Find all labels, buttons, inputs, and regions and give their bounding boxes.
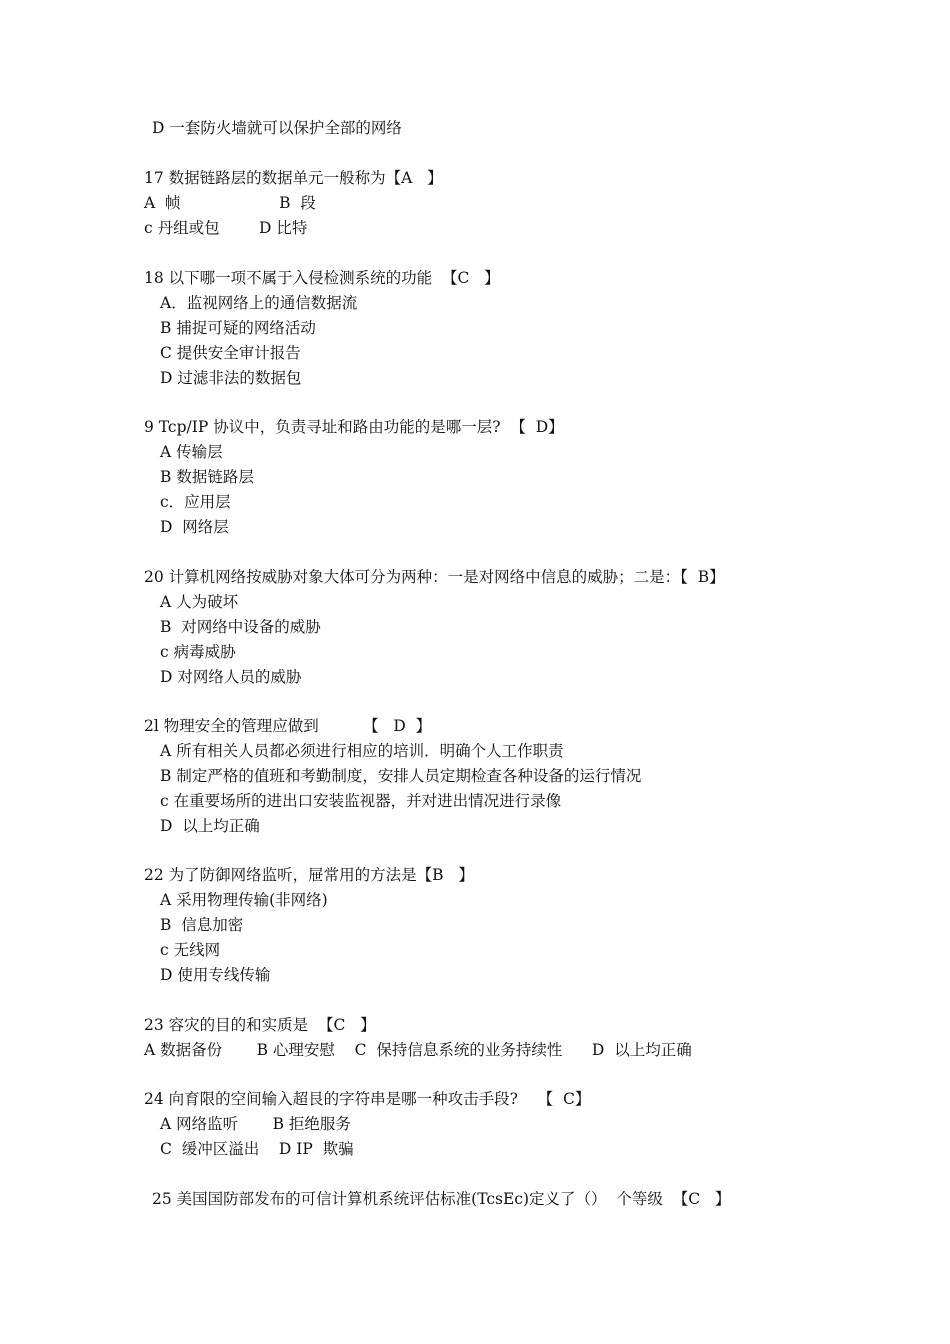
option-c-q22: c 无线网 [160, 941, 221, 959]
option-b-q21: B 制定严格的值班和考勤制度，安排人员定期检查各种设备的运行情况 [160, 767, 642, 785]
options-ab-q24: A 网络监听 B 拒绝服务 [160, 1115, 351, 1133]
question-25: 25 美国国防部发布的可信计算机系统评估标准(TcsEc)定义了（） 个等级 【C 】 [152, 1190, 731, 1208]
option-c-q20: c 病毒威胁 [160, 643, 236, 661]
option-a-q21: A 所有相关人员都必须进行相应的培训．明确个人工作职责 [160, 742, 564, 760]
option-b-q22: B 信息加密 [160, 916, 244, 934]
option-d-q19: D 网络层 [160, 518, 229, 536]
option-d-q18: D 过滤非法的数据包 [160, 369, 302, 387]
question-24: 24 向育限的空间输入超艮的字符串是哪一种攻击手段? 【 C】 [144, 1090, 591, 1108]
options-cd-q24: C 缓冲区溢出 D IP 欺骗 [160, 1140, 354, 1158]
question-20: 20 计算机网络按威胁对象大体可分为两种：一是对网络中信息的威胁；二是：【 B】 [144, 568, 725, 586]
options-ab-q17: A 帧 B 段 [144, 194, 316, 212]
option-d-q20: D 对网络人员的威胁 [160, 668, 302, 686]
option-c-q21: c 在重要场所的进出口安装监视器，并对进出情况进行录像 [160, 792, 562, 810]
option-a-q20: A 人为破坏 [160, 593, 239, 611]
options-q23: A 数据备份 B 心理安慰 C 保持信息系统的业务持续性 D 以上均正确 [144, 1041, 692, 1059]
options-cd-q17: c 丹组或包 D 比特 [144, 219, 308, 237]
question-22: 22 为了防御网络监听，屉常用的方法是【B 】 [144, 866, 474, 884]
question-19: 9 Tcp/IP 协议中，负责寻址和路由功能的是哪一层? 【 D】 [144, 418, 564, 436]
option-c-q19: c．应用层 [160, 493, 231, 511]
option-b-q18: B 捕捉可疑的网络活动 [160, 319, 316, 337]
option-c-q18: C 提供安全审计报告 [160, 344, 301, 362]
option-a-q19: A 传输层 [160, 443, 223, 461]
option-a-q18: A．监视网络上的通信数据流 [160, 294, 358, 312]
question-17: 17 数据链路层的数据单元一般称为【A 】 [144, 169, 443, 187]
option-b-q20: B 对网络中设备的威胁 [160, 618, 321, 636]
question-18: 18 以下哪一项不属于入侵检测系统的功能 【C 】 [144, 269, 500, 287]
option-d-q21: D 以上均正确 [160, 817, 260, 835]
question-21: 2l 物理安全的管理应做到 【 D 】 [144, 717, 432, 735]
option-a-q22: A 采用物理传输(非网络) [160, 891, 328, 909]
option-d-q22: D 使用专线传输 [160, 966, 271, 984]
option-b-q19: B 数据链路层 [160, 468, 254, 486]
option-d-q16: D 一套防火墙就可以保护全部的网络 [152, 119, 402, 137]
question-23: 23 容灾的目的和实质是 【C 】 [144, 1016, 376, 1034]
